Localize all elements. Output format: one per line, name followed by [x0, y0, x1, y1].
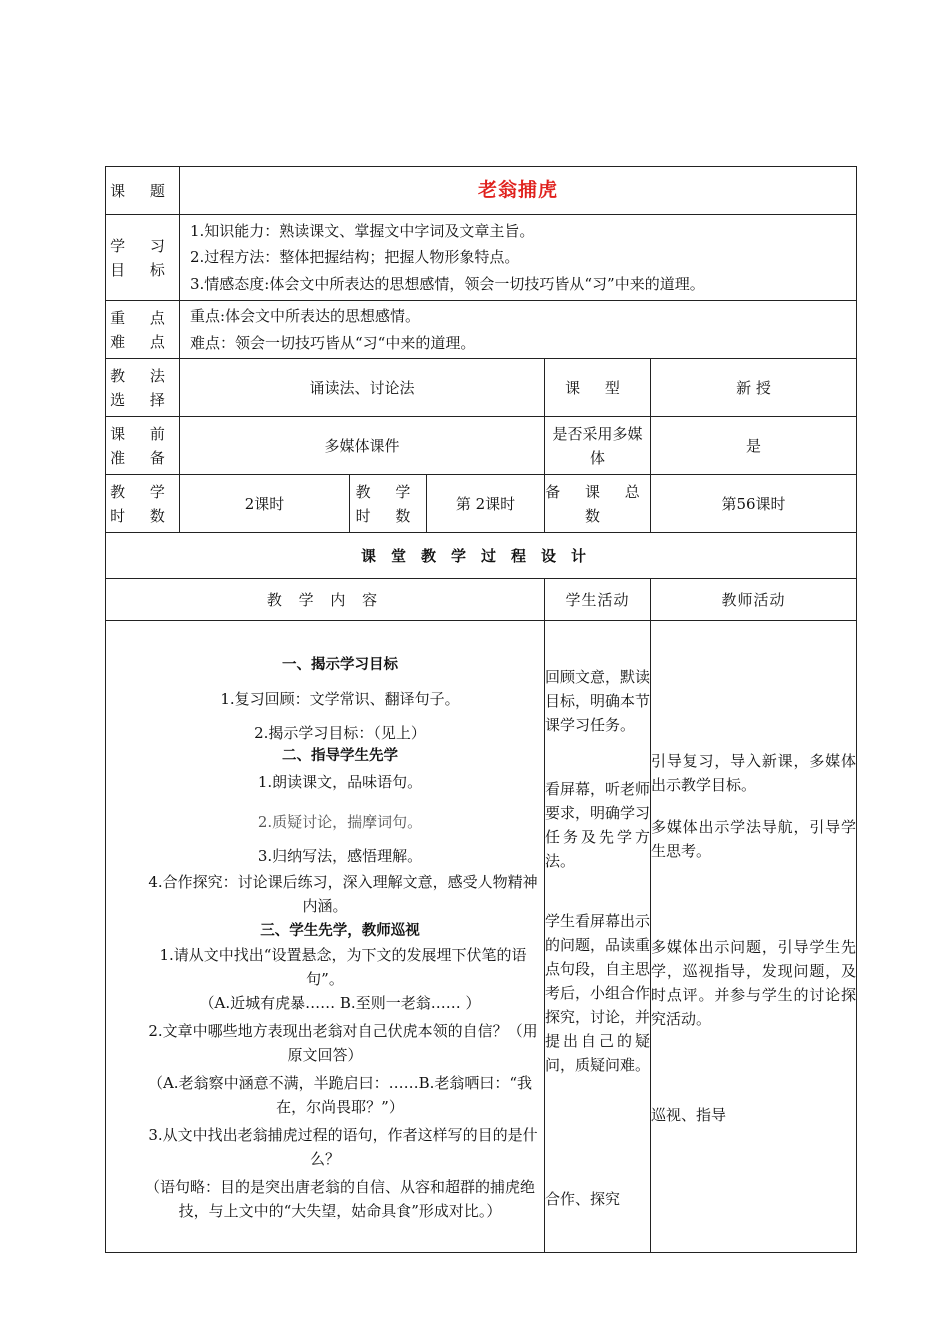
total-value: 第56课时 [651, 475, 857, 533]
lesson-no-value: 第 2课时 [427, 475, 545, 533]
method-row [106, 359, 857, 417]
prep-row [106, 417, 857, 475]
goal-item: 2.过程方法：整体把握结构；把握人物形象特点。 [190, 248, 520, 267]
teacher-activity-item: 多媒体出示学法导航，引导学生思考。 [651, 817, 856, 860]
keypoint-item: 重点:体会文中所表达的思想感情。 [190, 307, 421, 326]
content-line: 3.从文中找出老翁捕虎过程的语句，作者这样写的目的是什么？ [148, 1126, 538, 1169]
keypoints-row [106, 301, 857, 359]
teacher-activity-item: 多媒体出示问题，引导学生先学，巡视指导，发现问题，及时点评。并参与学生的讨论探究活动。 [651, 937, 856, 1028]
hours-row [106, 475, 857, 533]
student-activity-item: 看屏幕，听老师要求，明确学习任务及先学方法。 [545, 779, 651, 870]
column-header-teacher: 教师活动 [651, 579, 857, 621]
content-line: 1.请从文中找出“设置悬念，为下文的发展埋下伏笔的语句”。 [159, 946, 527, 989]
content-heading: 一、揭示学习目标 [282, 656, 398, 673]
lesson-title: 老翁捕虎 [180, 167, 857, 215]
goal-item: 1.知识能力：熟读课文、掌握文中字词及文章主旨。 [190, 222, 535, 241]
content-line: （A.老翁察中涵意不满，半跪启曰：……B.老翁哂曰：“我在，尔尚畏耶？”） [147, 1074, 533, 1117]
total-label: 备 课 总 数 [545, 475, 651, 533]
student-activity-item: 合作、探究 [545, 1189, 621, 1208]
content-heading: 三、学生先学，教师巡视 [260, 923, 420, 940]
goals-row [106, 215, 857, 301]
topic-row [106, 167, 857, 215]
section-title: 课堂教学过程设计 [106, 533, 857, 579]
goals-label: 学 习 目 标 [106, 215, 180, 301]
teaching-content [106, 621, 545, 1253]
student-activity [545, 621, 651, 1253]
content-line: （A.近城有虎暴…… B.至则一老翁…… ） [199, 994, 481, 1013]
media-value: 是 [651, 417, 857, 475]
type-label: 课 型 [545, 359, 651, 417]
media-label: 是否采用多媒 体 [545, 417, 651, 475]
prep-value: 多媒体课件 [180, 417, 545, 475]
teacher-activity-item: 引导复习，导入新课，多媒体出示教学目标。 [651, 751, 856, 794]
column-header-content: 教 学 内 容 [106, 579, 545, 621]
method-value: 诵读法、讨论法 [180, 359, 545, 417]
content-line: 2.揭示学习目标：（见上） [254, 723, 426, 742]
column-header-student: 学生活动 [545, 579, 651, 621]
goal-item: 3.情感态度:体会文中所表达的思想感情，领会一切技巧皆从“习”中来的道理。 [190, 274, 705, 293]
teacher-activity [651, 621, 857, 1253]
keypoints-cell [180, 301, 857, 359]
content-line: 2.文章中哪些地方表现出老翁对自己伏虎本领的自信？（用原文回答） [148, 1022, 538, 1065]
student-activity-item: 学生看屏幕出示的问题，品读重点句段，自主思考后，小组合作探究，讨论，并提出自己的疑问，质疑问难。 [545, 911, 651, 1074]
content-line: 3.归纳写法，感悟理解。 [257, 847, 423, 866]
teacher-activity-item: 巡视、指导 [651, 1105, 727, 1124]
method-label: 教 法 选 择 [106, 359, 180, 417]
lesson-no-label: 教 学 时 数 [350, 475, 427, 533]
content-line: （语句略：目的是突出唐老翁的自信、从容和超群的捕虎绝技，与上文中的“大失望，姑命具食”形成对比。） [144, 1178, 535, 1221]
hours-label: 教 学 时 数 [106, 475, 180, 533]
prep-label: 课 前 准 备 [106, 417, 180, 475]
section-title-row [106, 533, 857, 579]
lesson-plan-table [105, 166, 857, 1253]
content-line: 4.合作探究：讨论课后练习，深入理解文意，感受人物精神内涵。 [148, 873, 538, 916]
keypoints-label: 重 点 难 点 [106, 301, 180, 359]
content-line: 1.朗读课文，品味语句。 [257, 773, 423, 792]
type-value: 新 授 [651, 359, 857, 417]
student-activity-item: 回顾文意，默读目标，明确本节课学习任务。 [545, 667, 651, 734]
content-line: 1.复习回顾：文学常识、翻译句子。 [220, 689, 460, 708]
topic-label: 课 题 [106, 167, 180, 215]
goals-cell [180, 215, 857, 301]
process-header-row [106, 579, 857, 621]
hours-value: 2课时 [180, 475, 350, 533]
process-body-row [106, 621, 857, 1253]
content-line: 2.质疑讨论，揣摩词句。 [257, 813, 423, 832]
keypoint-item: 难点：领会一切技巧皆从“习“中来的道理。 [190, 333, 476, 352]
content-heading: 二、指导学生先学 [282, 747, 398, 764]
